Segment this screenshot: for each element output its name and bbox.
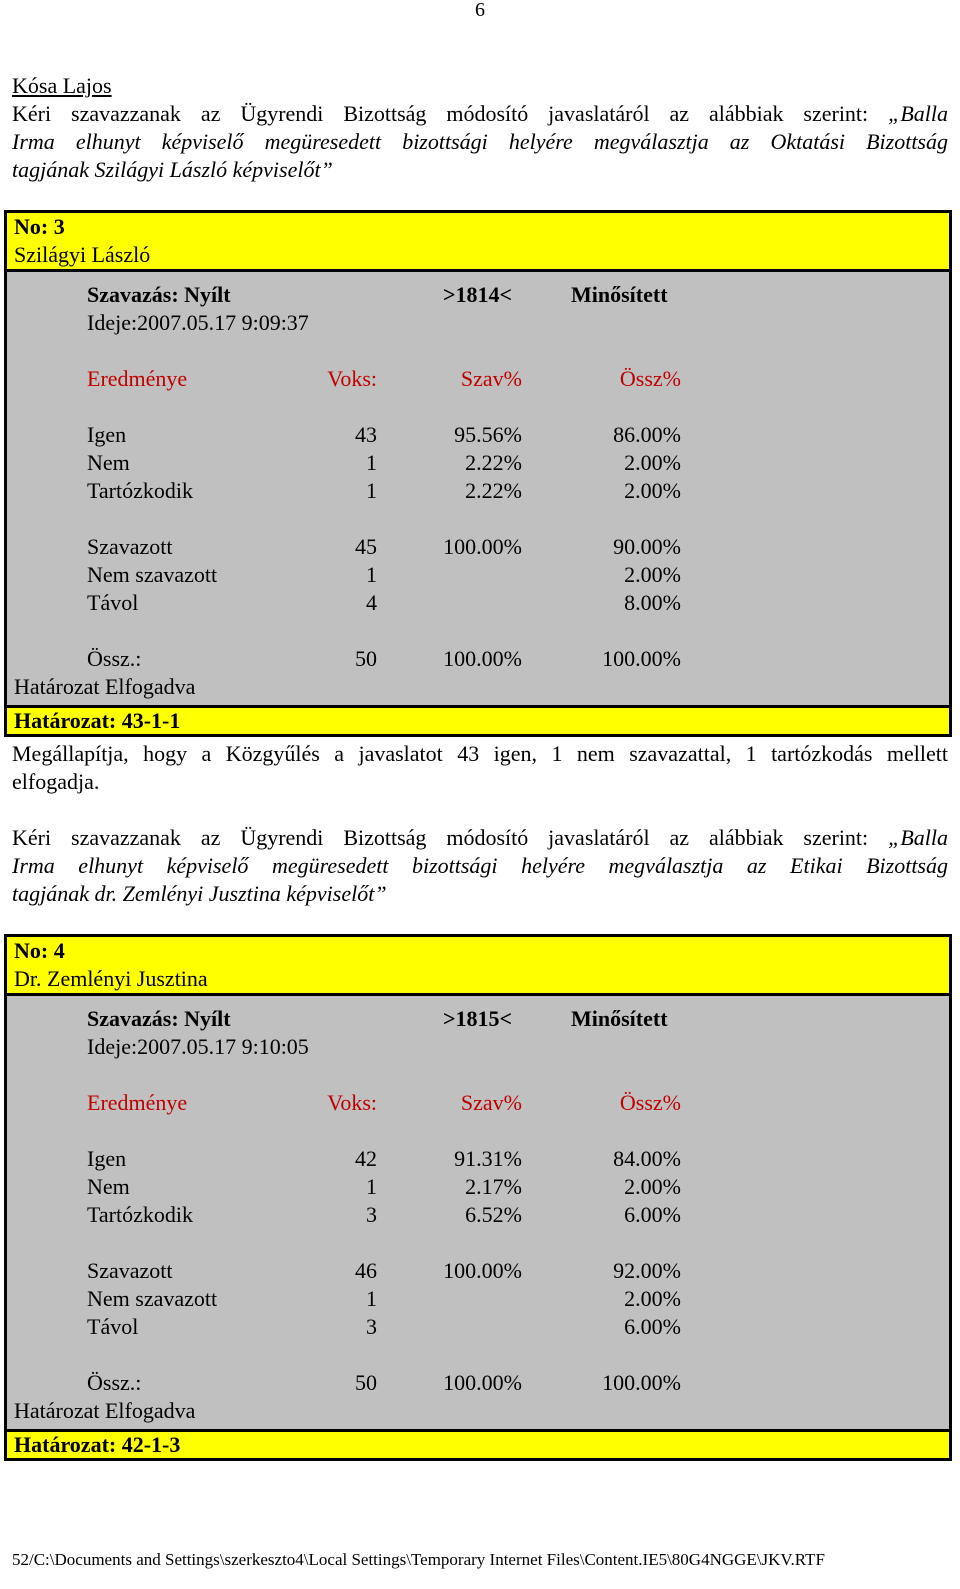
row-votes: 50 — [355, 646, 377, 671]
table-row — [7, 1257, 947, 1285]
row-votes: 1 — [366, 478, 377, 503]
row-vote-pct: 100.00% — [443, 1258, 522, 1283]
vote-type-row — [7, 281, 947, 309]
vote-time-row — [7, 1033, 947, 1061]
row-total-pct: 100.00% — [602, 646, 681, 671]
vote-time: Ideje:2007.05.17 9:10:05 — [87, 1034, 309, 1059]
statement-paragraph — [12, 740, 948, 796]
resolution-status: Határozat Elfogadva — [14, 1398, 196, 1423]
row-label: Tartózkodik — [87, 478, 193, 503]
row-votes: 4 — [366, 590, 377, 615]
row-total-pct: 2.00% — [624, 1286, 681, 1311]
col-header: Össz% — [619, 366, 681, 391]
resolution-number: Határozat: 42-1-3 — [7, 1429, 949, 1458]
text-line-part — [12, 101, 948, 126]
resolution-number: Határozat: 43-1-1 — [7, 705, 949, 734]
row-votes: 46 — [355, 1258, 377, 1283]
page-number: 6 — [475, 0, 485, 21]
vote-code: >1814< — [443, 282, 513, 307]
col-header: Eredménye — [87, 1090, 188, 1115]
text-line: Megállapítja, hogy a Közgyűlés a javaslatot 43 igen, 1 nem szavazattal, 1 tartózkodás mellett — [12, 741, 948, 766]
row-vote-pct: 95.56% — [454, 422, 522, 447]
row-label: Nem — [87, 450, 130, 475]
vote-type-row — [7, 1005, 947, 1033]
results-header-row — [7, 1089, 947, 1117]
candidate-name: Szilágyi László — [14, 242, 151, 267]
vote-time-row — [7, 309, 947, 337]
text-quote-part: „Balla — [888, 825, 948, 850]
table-row — [7, 533, 947, 561]
row-total-pct: 2.00% — [624, 450, 681, 475]
row-label: Távol — [87, 590, 139, 615]
row-vote-pct: 91.31% — [454, 1146, 522, 1171]
row-votes: 3 — [366, 1202, 377, 1227]
row-votes: 1 — [366, 450, 377, 475]
text-line-part — [12, 825, 948, 850]
table-row — [7, 589, 947, 617]
text-plain-part: Kéri szavazzanak az Ügyrendi Bizottság módosító javaslatáról az alábbiak szerint: — [12, 101, 889, 126]
table-row — [7, 1285, 947, 1313]
row-total-pct: 8.00% — [624, 590, 681, 615]
text-line — [12, 824, 948, 852]
row-total-pct: 86.00% — [613, 422, 681, 447]
table-row — [7, 449, 947, 477]
text-line: tagjának Szilágyi László képviselőt” — [12, 157, 333, 182]
row-votes: 45 — [355, 534, 377, 559]
row-vote-pct: 6.52% — [465, 1202, 522, 1227]
vote-header — [7, 213, 949, 272]
col-header: Össz% — [619, 1090, 681, 1115]
row-votes: 1 — [366, 1174, 377, 1199]
row-label: Szavazott — [87, 534, 173, 559]
vote-type: Szavazás: Nyílt — [87, 282, 231, 307]
row-votes: 1 — [366, 1286, 377, 1311]
vote-code: >1815< — [443, 1006, 513, 1031]
results-header-row — [7, 365, 947, 393]
vote-header — [7, 937, 949, 996]
row-total-pct: 2.00% — [624, 1174, 681, 1199]
row-total-pct: 92.00% — [613, 1258, 681, 1283]
vote-type: Szavazás: Nyílt — [87, 1006, 231, 1031]
qualified-label: Minősített — [571, 282, 668, 307]
row-votes: 1 — [366, 562, 377, 587]
vote-number: No: 3 — [14, 214, 65, 239]
text-line — [12, 100, 948, 128]
col-header: Szav% — [460, 1090, 522, 1115]
text-plain-part: Kéri szavazzanak az Ügyrendi Bizottság módosító javaslatáról az alábbiak szerint: — [12, 825, 889, 850]
row-label: Össz.: — [87, 646, 142, 671]
row-votes: 50 — [355, 1370, 377, 1395]
table-row — [7, 561, 947, 589]
row-total-pct: 100.00% — [602, 1370, 681, 1395]
table-row — [7, 477, 947, 505]
text-line: Irma elhunyt képviselő megüresedett bizottsági helyére megválasztja az Oktatási Bizottság — [12, 129, 948, 154]
row-total-pct: 2.00% — [624, 562, 681, 587]
vote-number: No: 4 — [14, 938, 65, 963]
row-label: Nem szavazott — [87, 562, 218, 587]
table-row — [7, 1313, 947, 1341]
resolution-status: Határozat Elfogadva — [14, 674, 196, 699]
vote-record-box — [4, 210, 952, 737]
row-label: Távol — [87, 1314, 139, 1339]
vote-time: Ideje:2007.05.17 9:09:37 — [87, 310, 309, 335]
col-header: Voks: — [327, 366, 377, 391]
table-row — [7, 1173, 947, 1201]
col-header: Eredménye — [87, 366, 188, 391]
row-total-pct: 90.00% — [613, 534, 681, 559]
qualified-label: Minősített — [571, 1006, 668, 1031]
request-paragraph-2 — [12, 824, 948, 908]
row-label: Nem — [87, 1174, 130, 1199]
table-row — [7, 1145, 947, 1173]
row-total-pct: 2.00% — [624, 478, 681, 503]
row-label: Szavazott — [87, 1258, 173, 1283]
text-line: Irma elhunyt képviselő megüresedett bizottsági helyére megválasztja az Etikai Bizottság — [12, 853, 948, 878]
row-label: Igen — [87, 422, 127, 447]
text-line: elfogadja. — [12, 769, 100, 794]
row-label: Nem szavazott — [87, 1286, 218, 1311]
col-header: Voks: — [327, 1090, 377, 1115]
text-line: tagjának dr. Zemlényi Jusztina képviselőt” — [12, 881, 387, 906]
text-quote-part: „Balla — [888, 101, 948, 126]
table-row — [7, 421, 947, 449]
file-path-footer: 52/C:\Documents and Settings\szerkeszto4\Local Settings\Temporary Internet Files\Content.IE5\80G4NGGE\JKV.RTF — [12, 1550, 825, 1569]
table-row — [7, 1201, 947, 1229]
row-vote-pct: 100.00% — [443, 646, 522, 671]
row-votes: 3 — [366, 1314, 377, 1339]
col-header: Szav% — [460, 366, 522, 391]
row-total-pct: 6.00% — [624, 1314, 681, 1339]
row-label: Össz.: — [87, 1370, 142, 1395]
vote-record-box — [4, 934, 952, 1461]
row-vote-pct: 2.17% — [465, 1174, 522, 1199]
candidate-name: Dr. Zemlényi Jusztina — [14, 966, 208, 991]
row-label: Igen — [87, 1146, 127, 1171]
row-votes: 43 — [355, 422, 377, 447]
row-total-pct: 6.00% — [624, 1202, 681, 1227]
table-row-total — [7, 645, 947, 673]
row-total-pct: 84.00% — [613, 1146, 681, 1171]
speaker-name: Kósa Lajos — [12, 73, 112, 98]
request-paragraph-1 — [12, 100, 948, 184]
row-vote-pct: 2.22% — [465, 450, 522, 475]
row-label: Tartózkodik — [87, 1202, 193, 1227]
row-vote-pct: 100.00% — [443, 534, 522, 559]
row-vote-pct: 2.22% — [465, 478, 522, 503]
row-vote-pct: 100.00% — [443, 1370, 522, 1395]
table-row-total — [7, 1369, 947, 1397]
row-votes: 42 — [355, 1146, 377, 1171]
